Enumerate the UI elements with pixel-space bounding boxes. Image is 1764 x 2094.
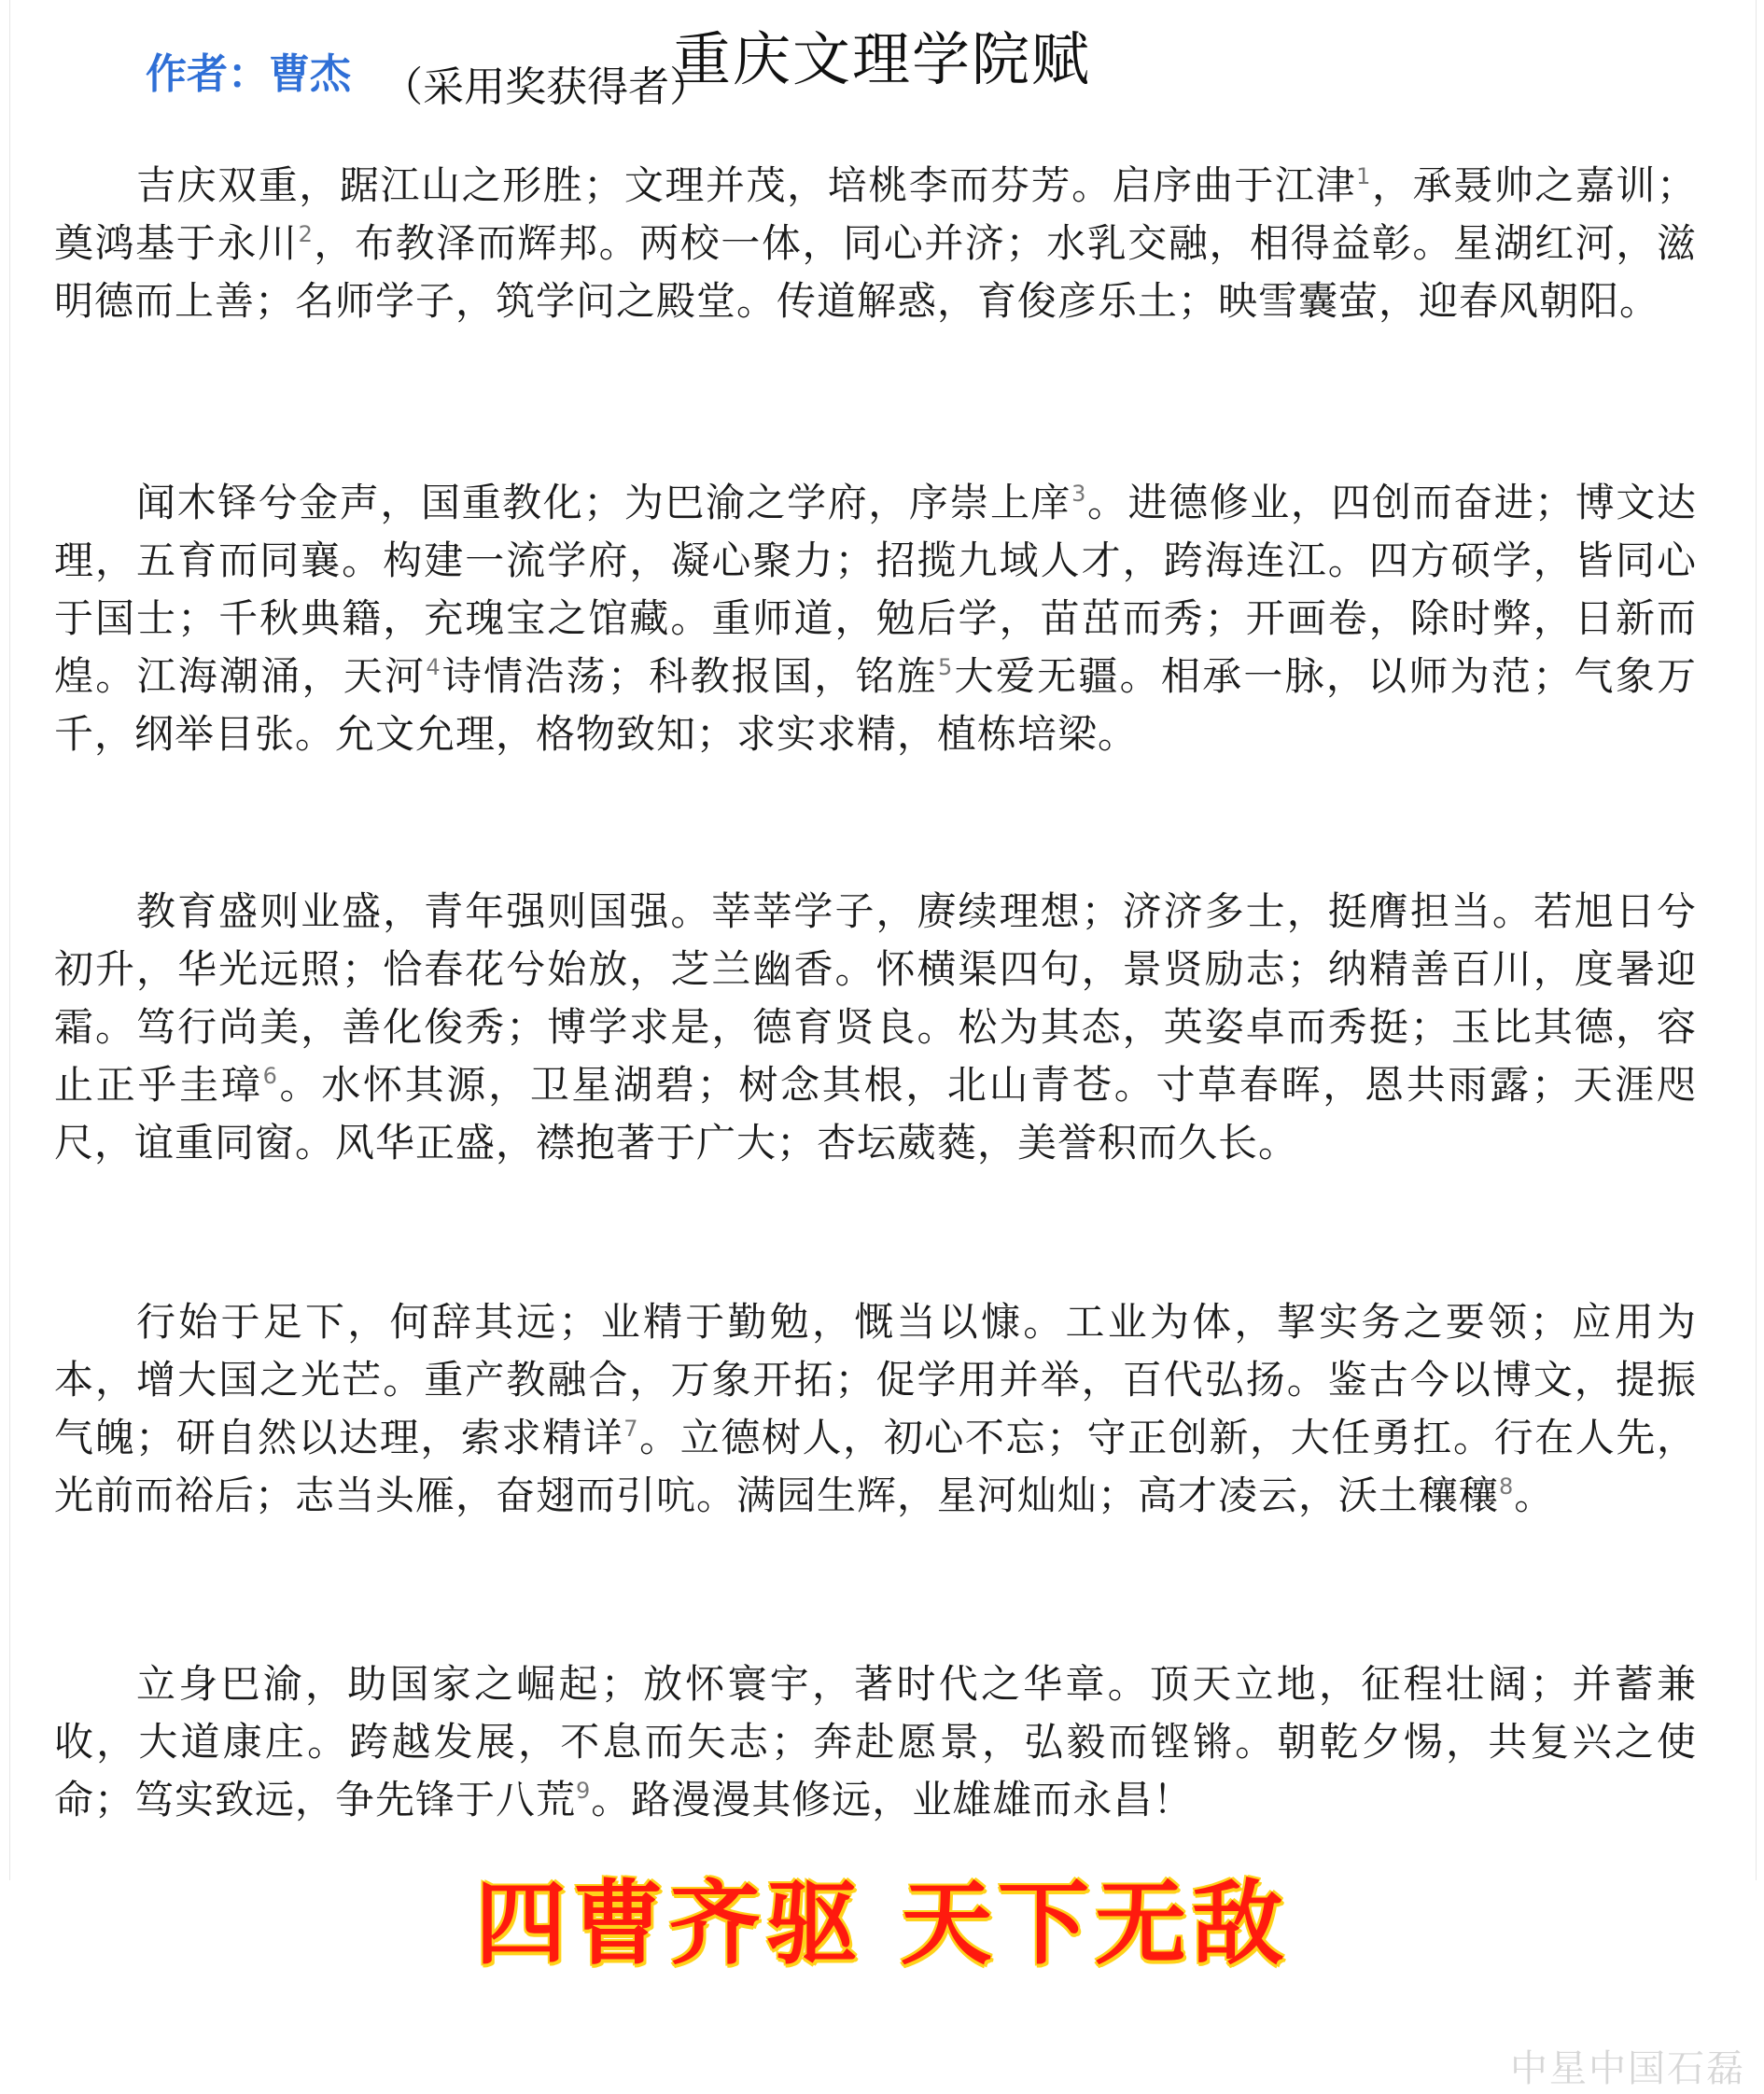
footnote-marker: 5: [938, 654, 954, 680]
watermark: 中星中国石磊: [1510, 2047, 1745, 2090]
paragraph-segment: 立身巴渝，助国家之崛起；放怀寰宇，著时代之华章。顶天立地，征程壮阔；并蓄兼收，大道康庄。跨越发展，不息而矢志；奔赴愿景，弘毅而铿锵。朝乾夕惕，共复兴之使命；笃实致远，争先锋于八荒: [54, 1661, 1697, 1822]
paragraph-1: [54, 157, 1697, 330]
paragraph-segment: 吉庆双重，踞江山之形胜；文理并茂，培桃李而芬芳。启序曲于江津: [136, 162, 1357, 208]
paragraph-segment: ，承聂帅之嘉训；奠鸿基于永川: [54, 162, 1697, 266]
page-title: 重庆文理学院赋: [672, 24, 1091, 93]
paragraph-segment: ，布教泽而辉邦。两校一体，同心并济；水乳交融，相得益彰。星湖红河，滋明德而上善；名师学子，筑学问之殿堂。传道解惑，育俊彦乐土；映雪囊萤，迎春风朝阳。: [54, 220, 1697, 324]
footnote-marker: 6: [262, 1063, 278, 1089]
paragraph-segment: 。路漫漫其修远，业雄雄而永昌！: [591, 1777, 1194, 1822]
paragraph-text: [54, 474, 1697, 763]
footnote-marker: 9: [576, 1778, 592, 1804]
paragraph-segment: 诗情浩荡；科教报国，铭旌: [441, 653, 939, 699]
author-line: [146, 45, 710, 119]
paragraph-segment: 。水怀其源，卫星湖碧；树念其根，北山青苍。寸草春晖，恩共雨露；天涯咫尺，谊重同窗。风华正盛，襟抱著于广大；杏坛葳蕤，美誉积而久长。: [54, 1062, 1697, 1166]
paragraph-segment: 行始于足下，何辞其远；业精于勤勉，慨当以慷。工业为体，挈实务之要领；应用为本，增大国之光芒。重产教融合，万象开拓；促学用并举，百代弘扬。鉴古今以博文，提振气魄；研自然以达理，索求精详: [54, 1299, 1697, 1460]
paragraph-text: [54, 157, 1697, 330]
paragraph-segment: 。: [1514, 1473, 1555, 1518]
paragraph-segment: 。进德修业，四创而奋进；博文达理，五育而同襄。构建一流学府，凝心聚力；招揽九域人才，跨海连江。四方硕学，皆同心于国士；千秋典籍，充瑰宝之馆藏。重师道，勉后学，苗茁而秀；开画卷，除时弊，日新而煌。江海潮涌，天河: [54, 480, 1697, 699]
paragraph-3: [54, 883, 1697, 1172]
paragraph-segment: 教育盛则业盛，青年强则国强。莘莘学子，赓续理想；济济多士，挺膺担当。若旭日兮初升，华光远照；恰春花兮始放，芝兰幽香。怀横渠四句，景贤励志；纳精善百川，度暑迎霜。笃行尚美，善化俊秀；博学求是，德育贤良。松为其态，英姿卓而秀挺；玉比其德，容止正乎圭璋: [54, 888, 1697, 1108]
paragraph-text: [54, 1655, 1697, 1829]
paragraph-text: [54, 1293, 1697, 1525]
footnote-marker: 7: [623, 1416, 639, 1442]
footnote-marker: 2: [298, 221, 314, 247]
footnote-marker: 8: [1499, 1473, 1515, 1500]
paragraph-segment: 。立德树人，初心不忘；守正创新，大任勇扛。行在人先，光前而裕后；志当头雁，奋翅而引吭。满园生辉，星河灿灿；高才凌云，沃土穰穰: [54, 1415, 1697, 1518]
paragraph-segment: 大爱无疆。相承一脉，以师为范；气象万千，纲举目张。允文允理，格物致知；求实求精，植栋培梁。: [54, 653, 1697, 757]
footnote-marker: 4: [426, 654, 441, 680]
award-note: （采用奖获得者）: [382, 63, 711, 111]
paragraph-2: [54, 474, 1697, 763]
footnote-marker: 3: [1071, 481, 1087, 507]
author-name: 作者：曹杰: [146, 50, 351, 98]
slogan-banner: 四曹齐驱 天下无敌: [474, 1871, 1290, 1977]
paragraph-text: [54, 883, 1697, 1172]
paragraph-segment: 闻木铎兮金声，国重教化；为巴渝之学府，序崇上庠: [136, 480, 1072, 525]
footnote-marker: 1: [1356, 163, 1372, 189]
paragraph-4: [54, 1293, 1697, 1525]
paragraph-5: [54, 1655, 1697, 1829]
